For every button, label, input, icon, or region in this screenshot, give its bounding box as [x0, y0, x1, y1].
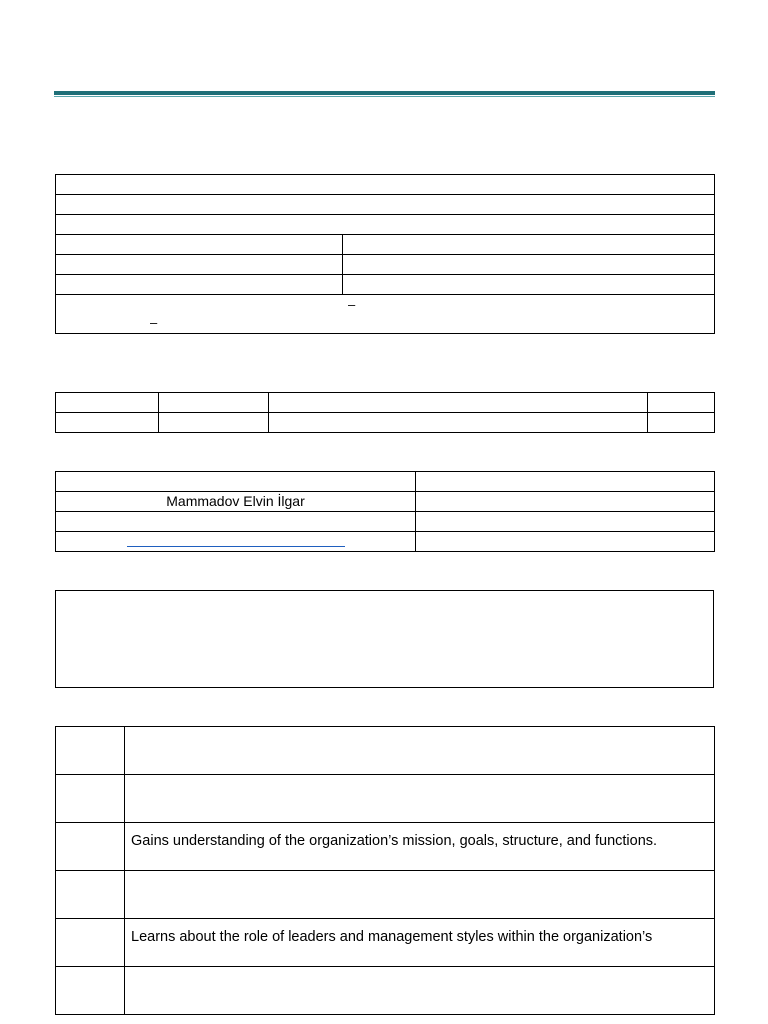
- info-row-3: [56, 215, 715, 235]
- header-rule: [54, 91, 715, 97]
- period-dash-1: –: [348, 297, 356, 312]
- task-description: [125, 967, 715, 1015]
- task-description: [125, 871, 715, 919]
- task-description: Gains understanding of the organization’s mission, goals, structure, and functions.: [125, 823, 715, 871]
- student-row-3-right: [416, 512, 715, 532]
- info-cell-value-2: [343, 255, 715, 275]
- info-row-1: [56, 175, 715, 195]
- student-header-right: [416, 472, 715, 492]
- task-description: [125, 727, 715, 775]
- course-header-4: [648, 393, 715, 413]
- student-row-4-right: [416, 532, 715, 552]
- period-dash-2: –: [150, 315, 158, 330]
- course-value-3: [269, 413, 648, 433]
- info-period-cell: [56, 295, 715, 334]
- description-box: [55, 590, 714, 688]
- course-value-2: [159, 413, 269, 433]
- course-header-3: [269, 393, 648, 413]
- task-number-cell: [56, 967, 125, 1015]
- student-name: Mammadov Elvin İlgar: [56, 492, 416, 512]
- task-number-cell: [56, 775, 125, 823]
- header-rule-thin: [54, 96, 715, 97]
- header-rule-thick: [54, 91, 715, 95]
- task-number-cell: [56, 727, 125, 775]
- student-table: [55, 471, 715, 552]
- course-table: [55, 392, 715, 433]
- course-value-4: [648, 413, 715, 433]
- tasks-table: [55, 726, 715, 1015]
- student-email-cell: [56, 532, 416, 552]
- course-header-1: [56, 393, 159, 413]
- course-header-2: [159, 393, 269, 413]
- student-row-3-left: [56, 512, 416, 532]
- info-cell-label-2: [56, 255, 343, 275]
- task-description: [125, 775, 715, 823]
- student-name-right: [416, 492, 715, 512]
- email-link[interactable]: [127, 546, 345, 547]
- info-cell-label-3: [56, 275, 343, 295]
- course-value-1: [56, 413, 159, 433]
- task-description: Learns about the role of leaders and management styles within the organization’s: [125, 919, 715, 967]
- info-cell-value-3: [343, 275, 715, 295]
- info-table: [55, 174, 715, 334]
- student-header-left: [56, 472, 416, 492]
- task-number-cell: [56, 871, 125, 919]
- info-cell-label-1: [56, 235, 343, 255]
- task-number-cell: [56, 919, 125, 967]
- task-number-cell: [56, 823, 125, 871]
- info-row-2: [56, 195, 715, 215]
- info-cell-value-1: [343, 235, 715, 255]
